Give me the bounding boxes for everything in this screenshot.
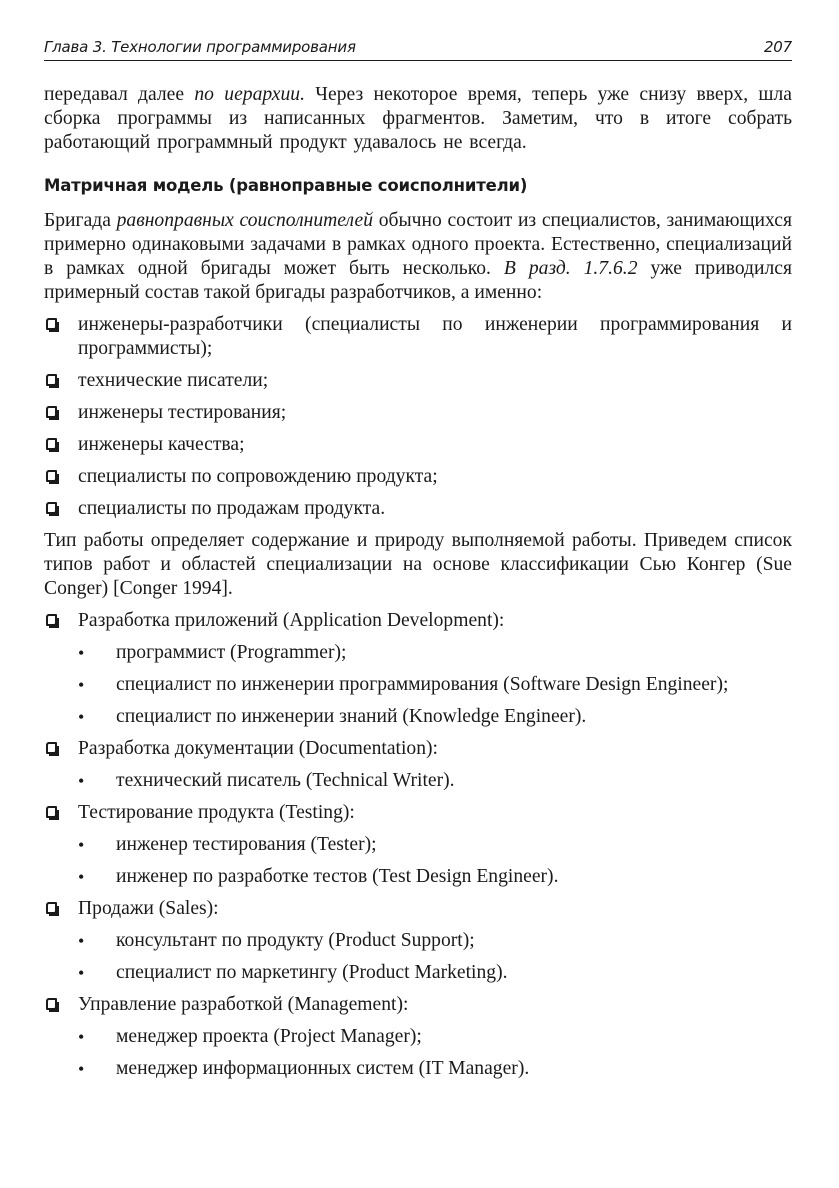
intro-text-start: передавал далее (44, 84, 195, 105)
sublist-item (44, 705, 792, 729)
team-paragraph (44, 209, 792, 305)
sublist-item (44, 961, 792, 985)
checkbox-icon (46, 502, 57, 514)
bullet-dot-icon: • (78, 1027, 85, 1047)
team-text-start: Бригада (44, 210, 117, 231)
bullet-dot-icon: • (78, 643, 85, 663)
list-item-label: Разработка приложений (Application Development): (78, 610, 505, 631)
list-item-label: специалисты по продажам продукта. (78, 498, 386, 519)
list-item-label: Продажи (Sales): (78, 898, 219, 919)
checkbox-icon (46, 998, 57, 1010)
team-text-end: уже приводился примерный состав такой бригады разработчиков, а именно: (44, 258, 792, 303)
roles-sublist (44, 1025, 792, 1081)
list-item (44, 801, 792, 825)
bullet-dot-icon: • (78, 867, 85, 887)
bullet-dot-icon: • (78, 931, 85, 951)
list-item-label: инженеры тестирования; (78, 402, 287, 423)
sublist-item-label: менеджер проекта (Project Manager); (116, 1026, 422, 1047)
list-item (44, 433, 792, 457)
sublist-item (44, 641, 792, 665)
checkbox-icon (46, 438, 57, 450)
list-item-label: инженеры-разработчики (специалисты по инженерии программирования и программисты); (78, 314, 792, 359)
list-item (44, 737, 792, 761)
list-item (44, 465, 792, 489)
list-item-label: Разработка документации (Documentation): (78, 738, 438, 759)
sublist-item-label: специалист по инженерии знаний (Knowledge Engineer). (116, 706, 587, 727)
roles-sublist (44, 641, 792, 729)
chapter-title: Глава 3. Технологии программирования (44, 38, 356, 56)
checkbox-icon (46, 406, 57, 418)
sublist-item-label: специалист по маркетингу (Product Marketing). (116, 962, 508, 983)
team-text-mid: обычно состоит из специалистов, занимающихся примерно одинаковыми задачами в рамках одного проекта. Естественно, специализаций в рамках одной бригады может быть несколько. (44, 210, 792, 279)
sublist-item (44, 833, 792, 857)
sublist-item-label: консультант по продукту (Product Support); (116, 930, 475, 951)
list-item (44, 993, 792, 1017)
sublist-item-label: программист (Programmer); (116, 642, 347, 663)
list-item-label: Тестирование продукта (Testing): (78, 802, 355, 823)
bullet-dot-icon: • (78, 835, 85, 855)
section-heading: Матричная модель (равноправные соисполнители) (44, 176, 528, 195)
sublist-item-label: инженер тестирования (Tester); (116, 834, 377, 855)
checkbox-icon (46, 470, 57, 482)
section-reference: В разд. 1.7.6.2 (503, 258, 638, 279)
roles-sublist (44, 833, 792, 889)
work-types-paragraph: Тип работы определяет содержание и природу выполняемой работы. Приведем список типов работ и областей специализации на основе классификации Сью Конгер (Sue Conger) [Conger 1994]. (44, 530, 792, 599)
list-item (44, 897, 792, 921)
list-item-label: технические писатели; (78, 370, 269, 391)
list-item (44, 609, 792, 633)
checkbox-icon (46, 742, 57, 754)
checkbox-icon (46, 374, 57, 386)
list-item-label: специалисты по сопровождению продукта; (78, 466, 438, 487)
list-item-label: Управление разработкой (Management): (78, 994, 409, 1015)
sublist-item (44, 865, 792, 889)
list-item (44, 369, 792, 393)
bullet-dot-icon: • (78, 771, 85, 791)
checkbox-icon (46, 902, 57, 914)
checkbox-icon (46, 318, 57, 330)
intro-paragraph (44, 83, 792, 155)
list-item-label: инженеры качества; (78, 434, 245, 455)
checkbox-icon (46, 806, 57, 818)
sublist-item-label: инженер по разработке тестов (Test Design Engineer). (116, 866, 559, 887)
bullet-dot-icon: • (78, 1059, 85, 1079)
sublist-item (44, 1057, 792, 1081)
sublist-item-label: менеджер информационных систем (IT Manager). (116, 1058, 530, 1079)
roles-sublist (44, 769, 792, 793)
sublist-item (44, 673, 792, 697)
list-item (44, 401, 792, 425)
intro-text-end: Через некоторое время, теперь уже снизу вверх, шла сборка программы из написанных фрагментов. Заметим, что в итоге собрать работающий программный продукт удавалось не всегда. (44, 84, 792, 153)
checkbox-icon (46, 614, 57, 626)
sublist-item-label: технический писатель (Technical Writer). (116, 770, 455, 791)
sublist-item (44, 1025, 792, 1049)
list-item (44, 313, 792, 361)
page-content (44, 83, 792, 1081)
running-header (44, 38, 792, 61)
roles-sublist (44, 929, 792, 985)
bullet-dot-icon: • (78, 963, 85, 983)
book-page (44, 38, 792, 1089)
sublist-item (44, 769, 792, 793)
team-roles-list (44, 313, 792, 521)
sublist-item-label: специалист по инженерии программирования (Software Design Engineer); (116, 674, 729, 695)
work-types-list (44, 609, 792, 1081)
bullet-dot-icon: • (78, 707, 85, 727)
sublist-item (44, 929, 792, 953)
list-item (44, 497, 792, 521)
team-emphasis: равноправных соисполнителей (116, 210, 374, 231)
bullet-dot-icon: • (78, 675, 85, 695)
intro-emphasis: по иерархии. (194, 84, 305, 105)
page-number: 207 (763, 38, 792, 56)
